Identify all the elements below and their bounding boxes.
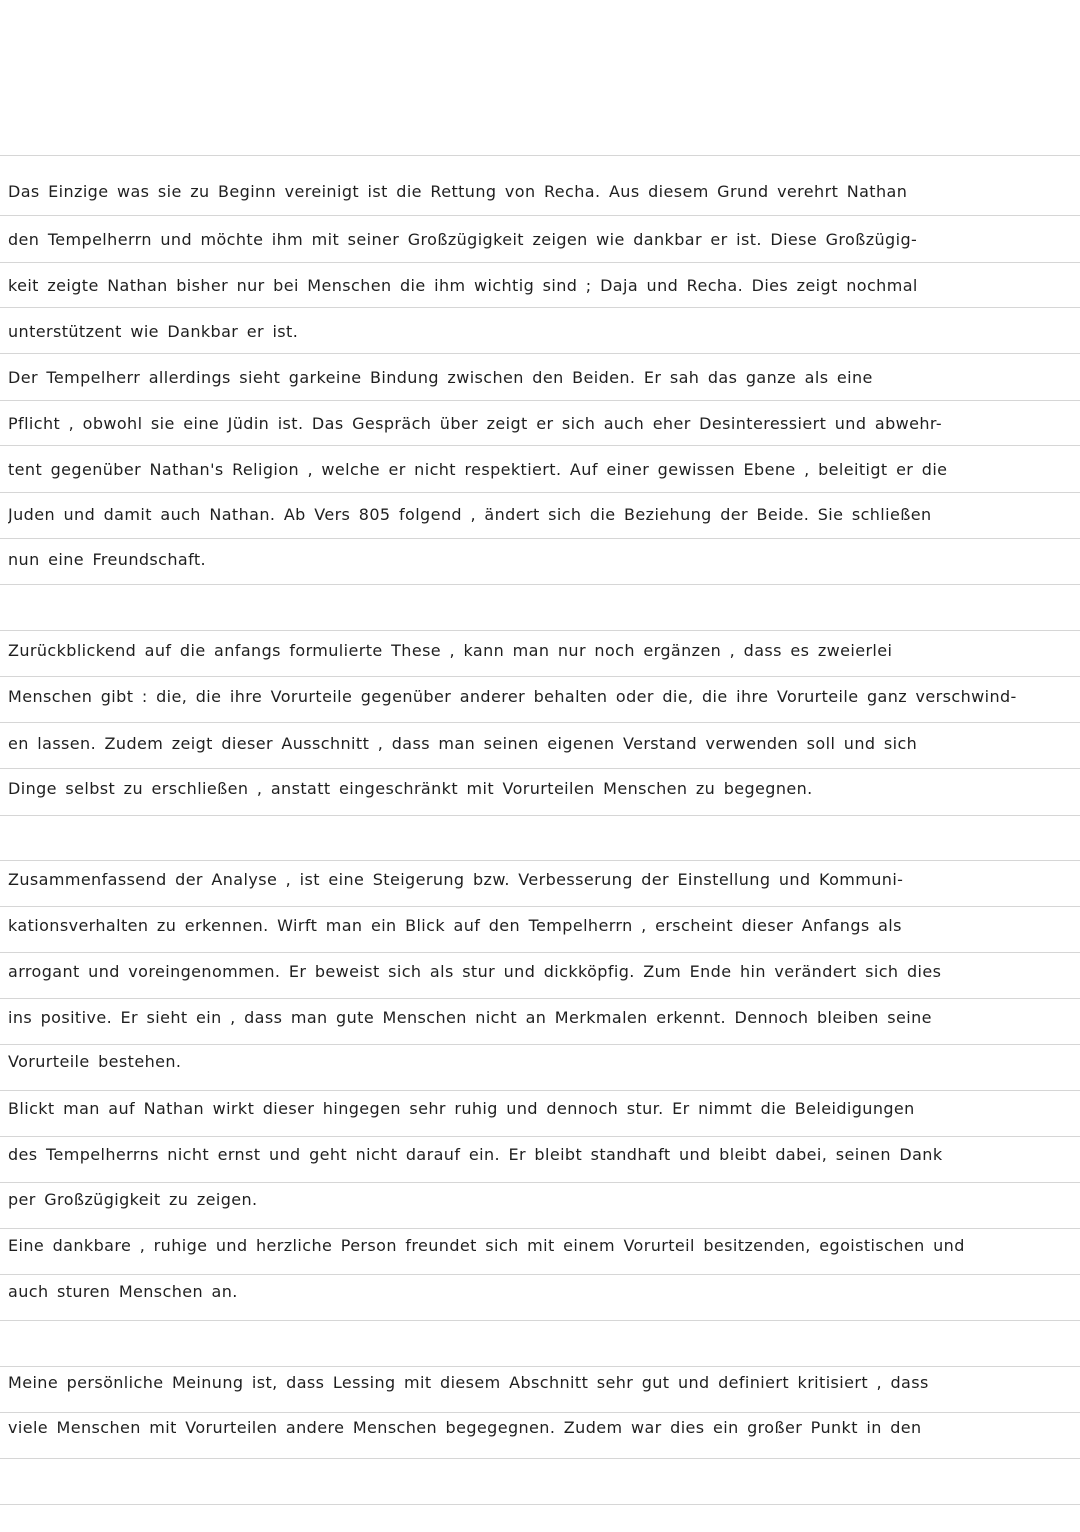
text-line: den Tempelherrn und möchte ihm mit seiner Großzügigkeit zeigen wie dankbar er ist. Diese Großzügig- xyxy=(8,230,918,249)
text-line: Meine persönliche Meinung ist, dass Lessing mit diesem Abschnitt sehr gut und definiert kritisiert , dass xyxy=(8,1373,929,1392)
ruled-line xyxy=(0,1090,1080,1091)
ruled-line xyxy=(0,1136,1080,1137)
text-line: Menschen gibt : die, die ihre Vorurteile gegenüber anderer behalten oder die, die ihre Vorurteile ganz verschwind- xyxy=(8,687,1017,706)
text-line: Vorurteile bestehen. xyxy=(8,1052,182,1071)
text-line: Zurückblickend auf die anfangs formulierte These , kann man nur noch ergänzen , dass es zweierlei xyxy=(8,641,893,660)
ruled-line xyxy=(0,768,1080,769)
text-line: Pflicht , obwohl sie eine Jüdin ist. Das Gespräch über zeigt er sich auch eher Desinteressiert und abwehr- xyxy=(8,414,943,433)
text-line: arrogant und voreingenommen. Er beweist sich als stur und dickköpfig. Zum Ende hin verändert sich dies xyxy=(8,962,942,981)
ruled-line xyxy=(0,155,1080,156)
ruled-line xyxy=(0,815,1080,816)
ruled-line xyxy=(0,538,1080,539)
ruled-line xyxy=(0,860,1080,861)
ruled-line xyxy=(0,1044,1080,1045)
text-line: ins positive. Er sieht ein , dass man gute Menschen nicht an Merkmalen erkennt. Dennoch bleiben seine xyxy=(8,1008,932,1027)
text-line: unterstützent wie Dankbar er ist. xyxy=(8,322,299,341)
text-line: kationsverhalten zu erkennen. Wirft man ein Blick auf den Tempelherrn , erscheint dieser Anfangs als xyxy=(8,916,902,935)
ruled-line xyxy=(0,400,1080,401)
ruled-line xyxy=(0,952,1080,953)
ruled-line xyxy=(0,1274,1080,1275)
text-line: viele Menschen mit Vorurteilen andere Menschen begegegnen. Zudem war dies ein großer Punkt in den xyxy=(8,1418,922,1437)
ruled-line xyxy=(0,630,1080,631)
ruled-line xyxy=(0,445,1080,446)
ruled-line xyxy=(0,215,1080,216)
text-line: Dinge selbst zu erschließen , anstatt eingeschränkt mit Vorurteilen Menschen zu begegnen. xyxy=(8,779,813,798)
ruled-line xyxy=(0,1504,1080,1505)
ruled-line xyxy=(0,492,1080,493)
ruled-line xyxy=(0,307,1080,308)
text-line: en lassen. Zudem zeigt dieser Ausschnitt , dass man seinen eigenen Verstand verwenden soll und sich xyxy=(8,734,918,753)
ruled-line xyxy=(0,1458,1080,1459)
text-line: nun eine Freundschaft. xyxy=(8,550,207,569)
text-line: Blickt man auf Nathan wirkt dieser hingegen sehr ruhig und dennoch stur. Er nimmt die Beleidigungen xyxy=(8,1099,915,1118)
text-line: Das Einzige was sie zu Beginn vereinigt ist die Rettung von Recha. Aus diesem Grund verehrt Nathan xyxy=(8,182,908,201)
ruled-line xyxy=(0,584,1080,585)
text-line: Juden und damit auch Nathan. Ab Vers 805 folgend , ändert sich die Beziehung der Beide. Sie schließen xyxy=(8,505,932,524)
ruled-line xyxy=(0,1228,1080,1229)
ruled-line xyxy=(0,1320,1080,1321)
text-line: per Großzügigkeit zu zeigen. xyxy=(8,1190,258,1209)
text-line: tent gegenüber Nathan's Religion , welche er nicht respektiert. Auf einer gewissen Ebene , beleitigt er die xyxy=(8,460,948,479)
ruled-line xyxy=(0,722,1080,723)
text-line: Eine dankbare , ruhige und herzliche Person freundet sich mit einem Vorurteil besitzenden, egoistischen und xyxy=(8,1236,965,1255)
text-line: des Tempelherrns nicht ernst und geht nicht darauf ein. Er bleibt standhaft und bleibt dabei, seinen Dank xyxy=(8,1145,943,1164)
ruled-line xyxy=(0,998,1080,999)
ruled-line xyxy=(0,262,1080,263)
ruled-line xyxy=(0,676,1080,677)
ruled-line xyxy=(0,353,1080,354)
text-line: auch sturen Menschen an. xyxy=(8,1282,238,1301)
ruled-line xyxy=(0,1366,1080,1367)
ruled-line xyxy=(0,1412,1080,1413)
ruled-line xyxy=(0,906,1080,907)
text-line: Zusammenfassend der Analyse , ist eine Steigerung bzw. Verbesserung der Einstellung und Kommuni- xyxy=(8,870,904,889)
text-line: keit zeigte Nathan bisher nur bei Menschen die ihm wichtig sind ; Daja und Recha. Dies zeigt nochmal xyxy=(8,276,918,295)
ruled-line xyxy=(0,1182,1080,1183)
text-line: Der Tempelherr allerdings sieht garkeine Bindung zwischen den Beiden. Er sah das ganze als eine xyxy=(8,368,873,387)
